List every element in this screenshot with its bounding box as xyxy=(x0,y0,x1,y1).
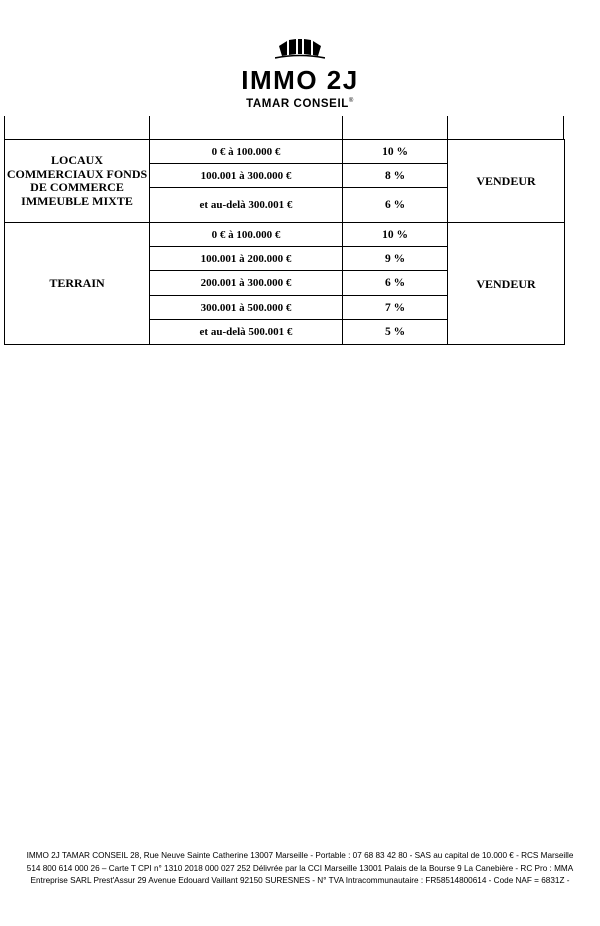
table-continuation xyxy=(4,116,564,139)
table-row xyxy=(5,140,565,164)
category-cell: TERRAIN xyxy=(5,223,150,345)
price-range-cell: 200.001 à 300.000 € xyxy=(150,271,343,296)
payer-cell: VENDEUR xyxy=(448,223,565,345)
fee-grid xyxy=(4,139,565,345)
brand-subtitle xyxy=(0,94,600,111)
price-range-cell: 300.001 à 500.000 € xyxy=(150,296,343,320)
company-logo xyxy=(0,38,600,111)
table-border-line xyxy=(149,116,150,139)
fee-table xyxy=(4,116,564,345)
table-row xyxy=(5,223,565,247)
footer-line: Entreprise SARL Prest'Assur 29 Avenue Edouard Vaillant 92150 SURESNES - N° TVA Intracommunautaire : FR58514800614 - Code NAF = 6831Z - xyxy=(30,876,570,885)
fee-rate-cell: 10 % xyxy=(343,223,448,247)
payer-cell: VENDEUR xyxy=(448,140,565,223)
logo-emblem-icon xyxy=(275,38,325,64)
fee-rate-cell: 8 % xyxy=(343,164,448,188)
table-border-line xyxy=(4,116,5,139)
price-range-cell: et au-delà 500.001 € xyxy=(150,320,343,345)
category-cell: LOCAUX COMMERCIAUX FONDS DE COMMERCE IMMEUBLE MIXTE xyxy=(5,140,150,223)
price-range-cell: 0 € à 100.000 € xyxy=(150,140,343,164)
fee-rate-cell: 6 % xyxy=(343,188,448,223)
price-range-cell: 0 € à 100.000 € xyxy=(150,223,343,247)
table-border-line xyxy=(342,116,343,139)
brand-subtitle-text: TAMAR CONSEIL xyxy=(246,97,349,110)
fee-rate-cell: 9 % xyxy=(343,247,448,271)
registered-mark: ® xyxy=(348,98,354,104)
footer-line: 514 800 614 000 26 – Carte T CPI n° 1310 2018 000 027 252 Délivrée par la CCI Marseille 13001 Palais de la Bourse 9 La Canebière - RC Pro : MMA xyxy=(26,863,574,873)
legal-footer xyxy=(4,850,596,888)
fee-rate-cell: 6 % xyxy=(343,271,448,296)
price-range-cell: et au-delà 300.001 € xyxy=(150,188,343,223)
price-range-cell: 100.001 à 300.000 € xyxy=(150,164,343,188)
fee-rate-cell: 7 % xyxy=(343,296,448,320)
fee-rate-cell: 5 % xyxy=(343,320,448,345)
table-border-line xyxy=(563,116,564,139)
table-border-line xyxy=(447,116,448,139)
footer-line: IMMO 2J TAMAR CONSEIL 28, Rue Neuve Sainte Catherine 13007 Marseille - Portable : 07 68 83 42 80 - SAS au capital de 10.000 € - RCS Marseille xyxy=(26,851,574,860)
fee-rate-cell: 10 % xyxy=(343,140,448,164)
brand-name: IMMO 2J xyxy=(241,65,359,95)
price-range-cell: 100.001 à 200.000 € xyxy=(150,247,343,271)
